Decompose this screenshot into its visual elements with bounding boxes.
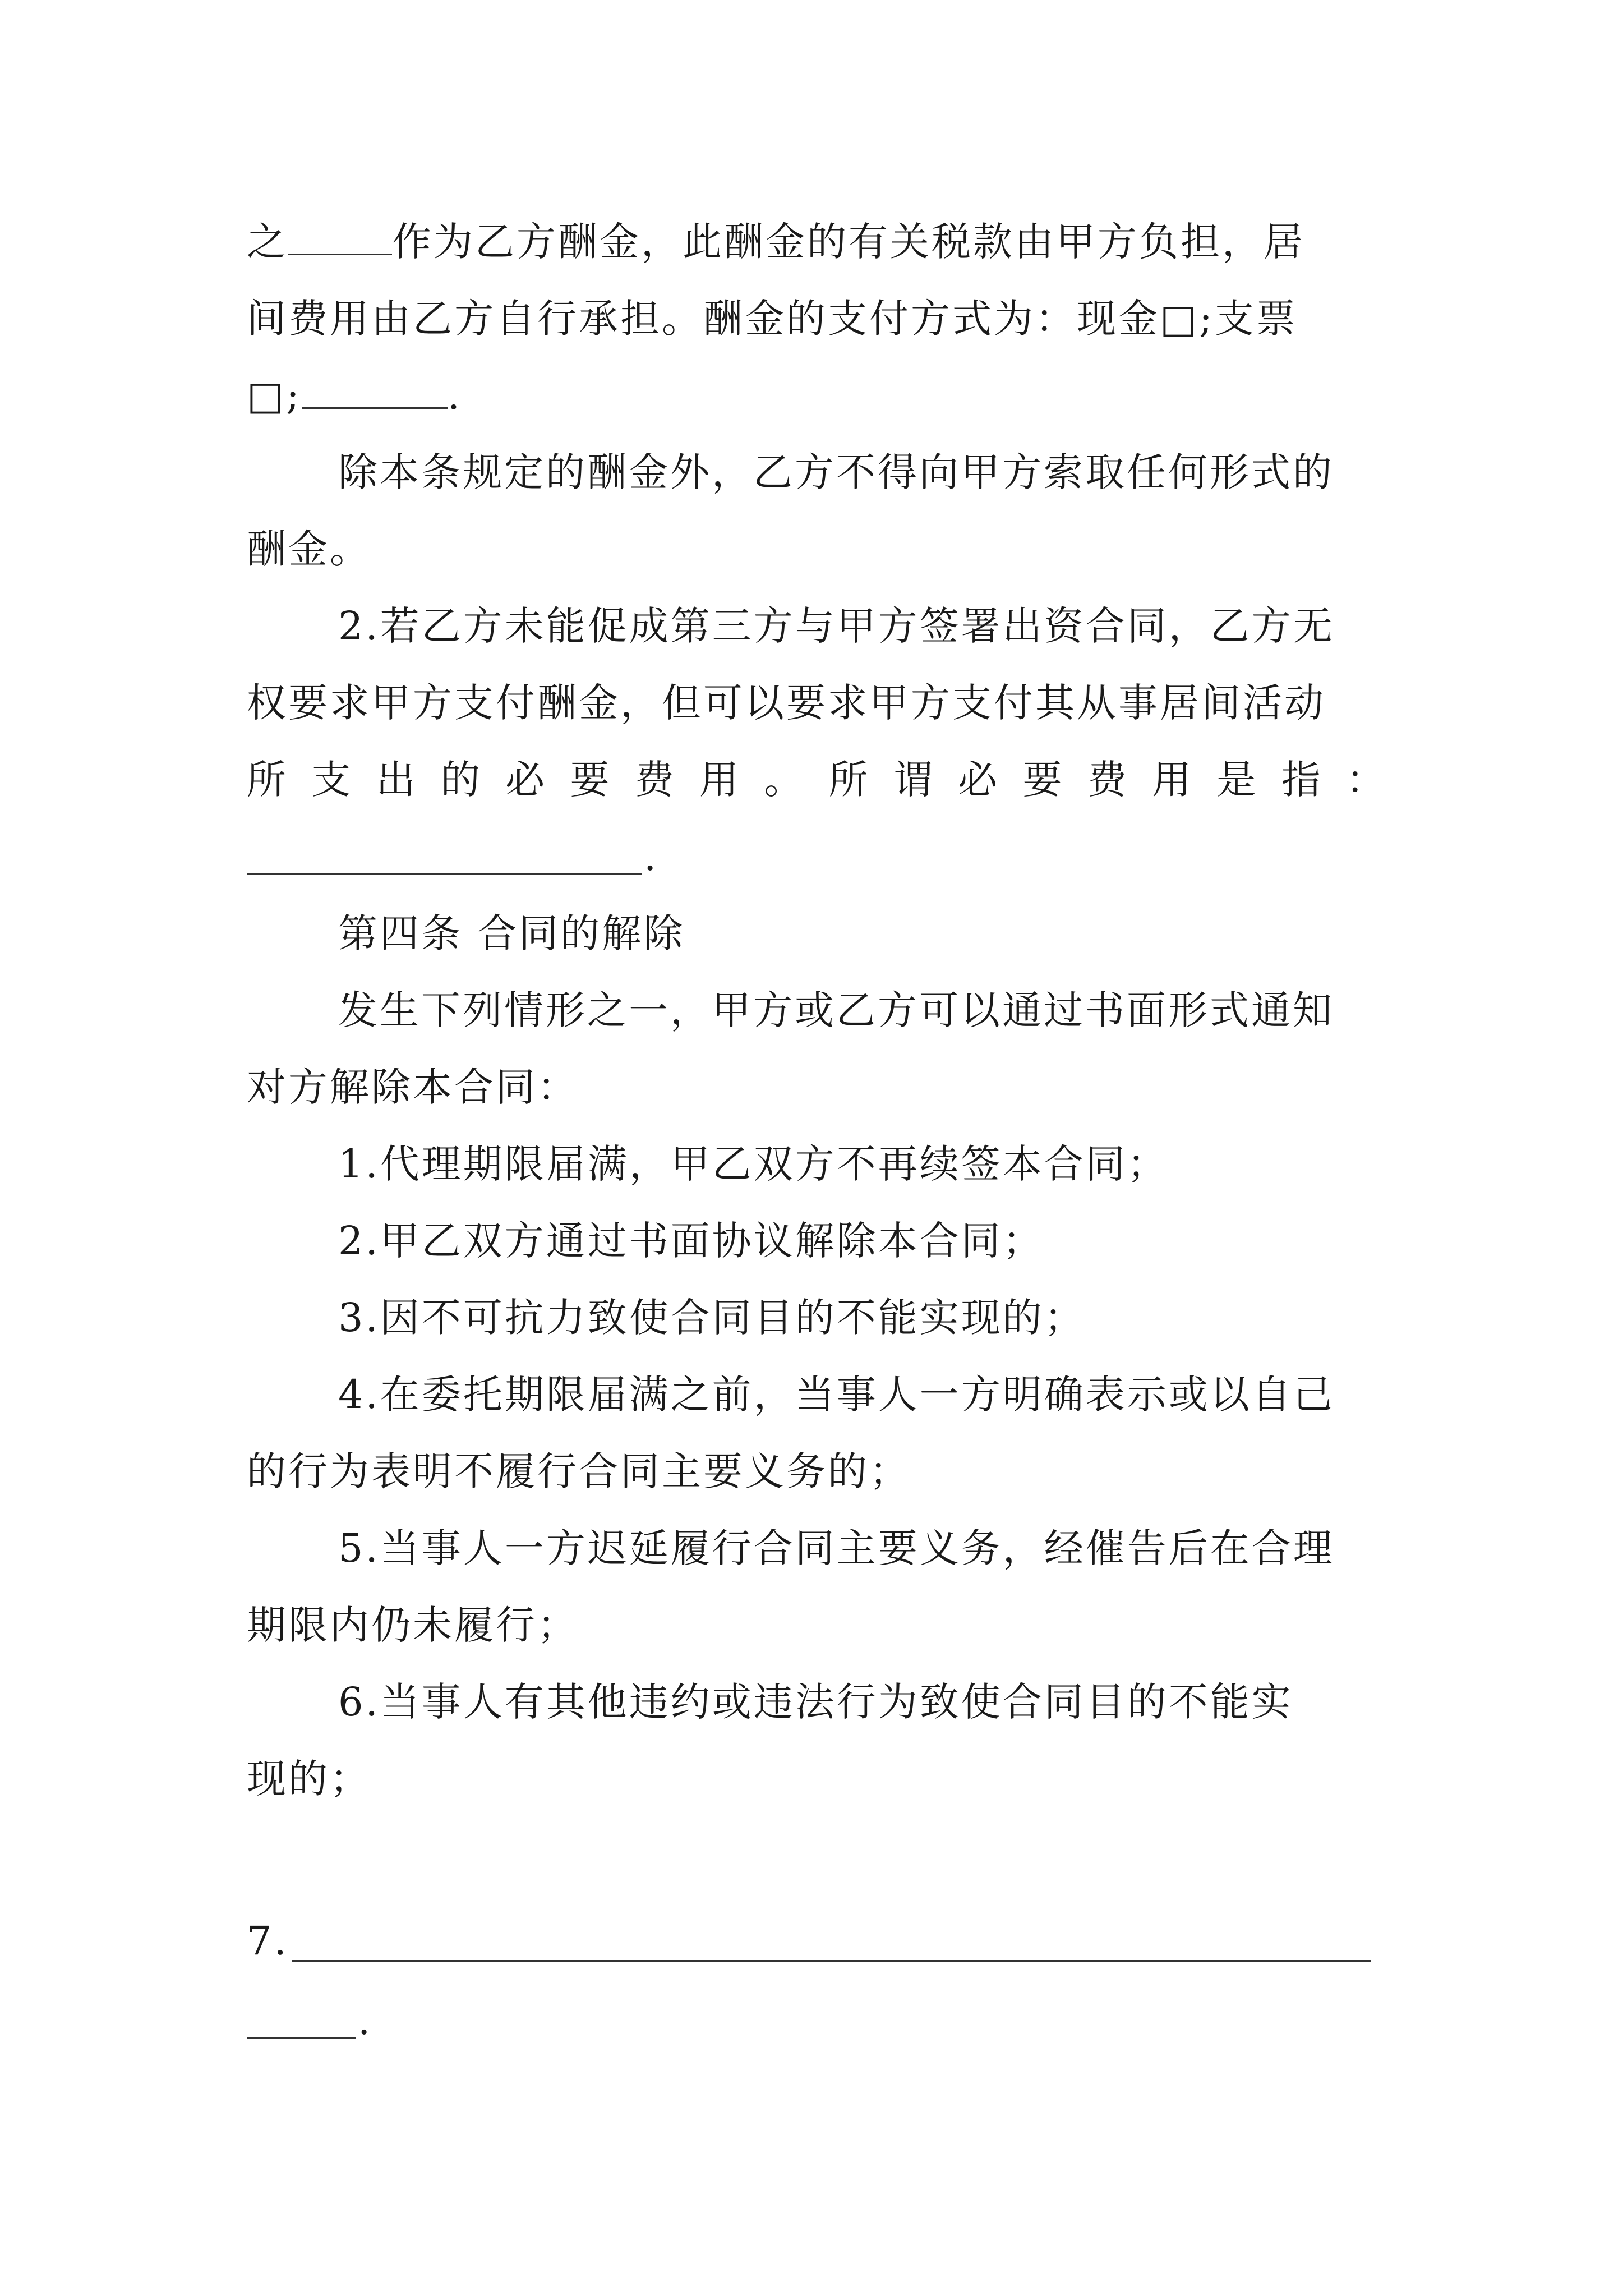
text-fragment: 发生下列情形之一，甲方或乙方可以通过书面形式通知 — [338, 987, 1334, 1033]
text-fragment: 间费用由乙方自行承担。酬金的支付方式为：现金□;支票 — [247, 296, 1298, 342]
text-fragment: 3.因不可抗力致使合同目的不能实现的； — [338, 1295, 1086, 1341]
fill-in-blank-item-7 — [292, 1960, 1371, 1962]
text-line-8: 所支出的必要费用。所谓必要费用是指： — [247, 757, 1385, 803]
text-fragment: 之 — [247, 219, 288, 265]
list-item-6-cont — [247, 1751, 371, 1807]
text-fragment: 的行为表明不履行合同主要义务的； — [247, 1448, 911, 1494]
text-fragment: 2.甲乙双方通过书面协议解除本合同； — [338, 1218, 1044, 1264]
list-item-4-cont — [247, 1443, 911, 1499]
list-item-5-cont — [247, 1597, 579, 1653]
text-fragment: 对方解除本合同： — [247, 1064, 579, 1110]
list-item-3 — [338, 1290, 1086, 1346]
text-fragment: 期限内仍未履行； — [247, 1602, 579, 1648]
fill-in-blank-item-7-cont — [247, 2037, 356, 2039]
text-line-2 — [247, 291, 1298, 347]
text-fragment: 7. — [247, 1918, 289, 1964]
text-fragment: . — [447, 372, 462, 418]
fill-in-blank-payment-other — [302, 368, 448, 409]
article-heading — [338, 905, 685, 961]
text-line-1 — [247, 214, 1305, 270]
text-fragment: 4.在委托期限届满之前，当事人一方明确表示或以自己 — [338, 1372, 1335, 1418]
text-fragment: 第四条 合同的解除 — [338, 910, 685, 956]
text-fragment: 作为乙方酬金，此酬金的有关税款由甲方负担，居 — [392, 219, 1305, 265]
text-line-5 — [247, 521, 371, 577]
text-fragment: 除本条规定的酬金外，乙方不得向甲方索取任何形式的 — [338, 449, 1334, 495]
text-fragment: 5.当事人一方迟延履行合同主要义务，经催告后在合理 — [338, 1525, 1335, 1571]
period-mark: . — [644, 834, 657, 880]
text-fragment: 1.代理期限届满，甲乙双方不再续签本合同； — [338, 1141, 1169, 1187]
text-fragment: 现的； — [247, 1756, 371, 1802]
list-item-6 — [338, 1674, 1293, 1730]
fill-in-blank-necessary-expenses — [247, 873, 642, 875]
list-item-2 — [338, 1213, 1044, 1269]
text-fragment: 2.若乙方未能促成第三方与甲方签署出资合同，乙方无 — [338, 603, 1335, 649]
text-line-11 — [338, 982, 1334, 1038]
text-fragment: 酬金。 — [247, 526, 371, 572]
list-item-7 — [247, 1913, 289, 1969]
fill-in-blank-commission — [288, 214, 392, 255]
text-line-6 — [338, 598, 1335, 654]
text-line-12 — [247, 1059, 579, 1115]
list-item-1 — [338, 1136, 1169, 1192]
text-fragment: 权要求甲方支付酬金，但可以要求甲方支付其从事居间活动 — [247, 680, 1326, 726]
text-line-3 — [247, 367, 462, 424]
text-fragment: □; — [247, 372, 302, 418]
period-mark: . — [358, 1998, 371, 2044]
text-line-4 — [338, 444, 1334, 500]
list-item-4 — [338, 1366, 1335, 1423]
text-line-7 — [247, 675, 1326, 731]
list-item-5 — [338, 1520, 1335, 1576]
text-fragment: 6.当事人有其他违约或违法行为致使合同目的不能实 — [338, 1679, 1293, 1725]
